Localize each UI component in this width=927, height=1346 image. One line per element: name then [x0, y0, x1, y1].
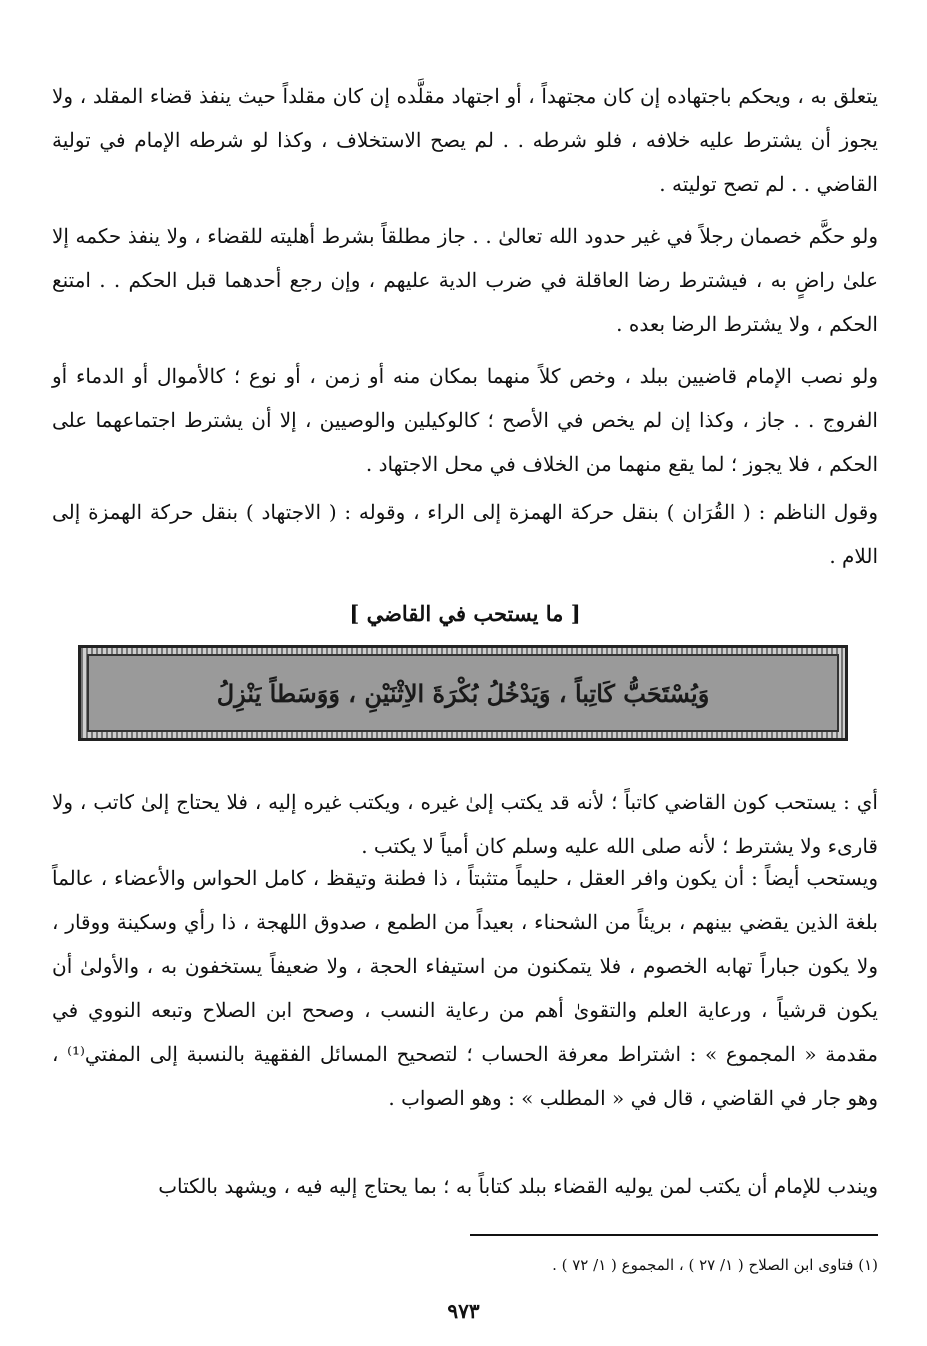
paragraph-2: ولو حكَّم خصمان رجلاً في غير حدود الله تعالىٰ . . جاز مطلقاً بشرط أهليته للقضاء ، ولا ينفذ حكمه إلا علىٰ راضٍ به ، فيشترط رضا العاقلة في ضرب الدية عليهم ، وإن رجع أحدهما قبل الحكم . . امتنع الحكم ، ولا يشترط الرضا بعده .	[52, 224, 878, 336]
verse-text: وَيُسْتَحَبُّ كَاتِباً ، وَيَدْخُلُ بُكْرَةَ الاِثْنَيْنِ ، وَوَسَطاً يَنْزِلُ	[216, 678, 710, 708]
verse-box	[87, 654, 839, 732]
footnote-divider	[470, 1234, 878, 1236]
section-heading: [ ما يستحب في القاضي ]	[349, 601, 581, 626]
page-number: ٩٧٣	[447, 1299, 480, 1323]
paragraph-7: ويندب للإمام أن يكتب لمن يوليه القضاء ببلد كتاباً به ؛ بما يحتاج إليه فيه ، ويشهد بالكتاب	[158, 1174, 878, 1198]
verse-frame	[78, 645, 848, 741]
paragraph-3: ولو نصب الإمام قاضيين ببلد ، وخص كلاً منهما بمكان منه أو زمن ، أو نوع ؛ كالأموال أو الدماء أو الفروج . . جاز ، وكذا إن لم يخص في الأصح ؛ كالوكيلين والوصيين ، إلا أن يشترط اجتماعهما على الحكم ، فلا يجوز ؛ لما يقع منهما من الخلاف في محل الاجتهاد .	[52, 364, 878, 476]
paragraph-5: أي : يستحب كون القاضي كاتباً ؛ لأنه قد يكتب إلىٰ غيره ، ويكتب غيره إليه ، فلا يحتاج إلىٰ كاتب ، ولا قارىء ولا يشترط ؛ لأنه صلى الله عليه وسلم كان أمياً لا يكتب .	[52, 790, 878, 858]
paragraph-6: ويستحب أيضاً : أن يكون وافر العقل ، حليماً متثبتاً ، ذا فطنة وتيقظ ، كامل الحواس والأعضاء ، عالماً بلغة الذين يقضي بينهم ، بريئاً من الشحناء ، بعيداً من الطمع ، صدوق اللهجة ، ذا رأي وسكينة ووقار ، ولا يكون جباراً تهابه الخصوم ، فلا يتمكنون من استيفاء الحجة ، ولا ضعيفاً يستخفون به ، والأولىٰ أن يكون قرشياً ، ورعاية العلم والتقوىٰ أهم من رعاية النسب ، وصحح ابن الصلاح وتبعه النووي في مقدمة « المجموع » : اشتراط معرفة الحساب ؛ لتصحيح المسائل الفقهية بالنسبة إلى المفتي⁽¹⁾ ، وهو جار في القاضي ، قال في « المطلب » : وهو الصواب .	[52, 866, 878, 1110]
paragraph-4: وقول الناظم : ( القُرَان ) بنقل حركة الهمزة إلى الراء ، وقوله : ( الاجتهاد ) بنقل حركة الهمزة إلى اللام .	[52, 500, 878, 568]
footnote: (١) فتاوى ابن الصلاح ( ١/ ٢٧ ) ، المجموع ( ١/ ٧٢ ) .	[552, 1256, 878, 1274]
paragraph-1: يتعلق به ، ويحكم باجتهاده إن كان مجتهداً ، أو اجتهاد مقلَّده إن كان مقلداً حيث ينفذ قضاء المقلد ، ولا يجوز أن يشترط عليه خلافه ، فلو شرطه . . لم يصح الاستخلاف ، وكذا لو شرطه الإمام في تولية القاضي . . لم تصح توليته .	[52, 84, 878, 196]
